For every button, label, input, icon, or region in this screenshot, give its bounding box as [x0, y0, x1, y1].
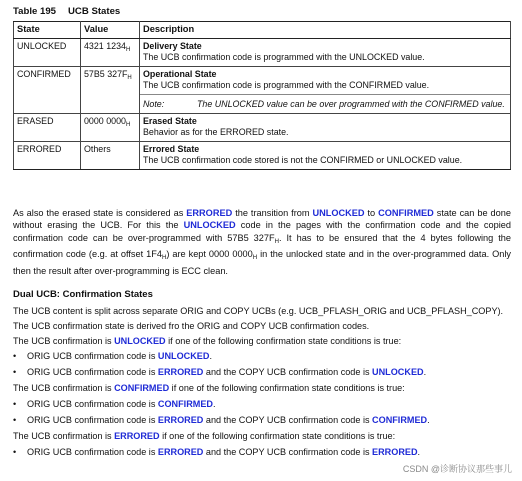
section-heading: Dual UCB: Confirmation States: [13, 289, 153, 300]
bullet-item: • ORIG UCB confirmation code is ERRORED and the COPY UCB confirmation code is UNLOCKED.: [13, 367, 427, 377]
table-title: UCB States: [68, 6, 121, 17]
table-row: [14, 113, 511, 141]
description-text: The UCB confirmation code is programmed with the UNLOCKED value.: [143, 52, 425, 63]
state-cell: ERASED: [14, 113, 81, 141]
table-row: [14, 141, 511, 169]
intro-line: The UCB content is split across separate ORIG and COPY UCBs (e.g. UCB_PFLASH_ORIG and UCB_PFLASH_COPY).: [13, 306, 504, 316]
condition-unlocked-heading: The UCB confirmation is UNLOCKED if one of the following confirmation state conditions is true:: [13, 336, 402, 346]
description-text: The UCB confirmation code stored is not the CONFIRMED or UNLOCKED value.: [143, 155, 463, 166]
table-caption: [13, 6, 120, 17]
state-cell: CONFIRMED: [14, 66, 81, 113]
description-cell: [140, 141, 511, 169]
state-cell: UNLOCKED: [14, 38, 81, 66]
description-cell: [140, 66, 511, 113]
table-number: Table 195: [13, 6, 57, 17]
note: [143, 99, 507, 111]
header-value: Value: [81, 22, 140, 39]
header-state: State: [14, 22, 81, 39]
note-text: The UNLOCKED value can be over programmed with the CONFIRMED value.: [197, 98, 505, 109]
bullet-item: • ORIG UCB confirmation code is ERRORED and the COPY UCB confirmation code is CONFIRMED.: [13, 415, 430, 425]
paragraph-erased-transition: As also the erased state is considered as ERRORED the transition from UNLOCKED to CONFIRMED state can be done without erasing the UCB. For this the UNLOCKED code in the pages with the confirmation code and the copied confirmation code can be over-programmed with 57B5 $327F_H$. It has to be ensured that the 4 bytes following the confirmation code (e.g. at offset $1F4_H$) are kept 0000 $0000_H$ in the unlocked state and in the over-programmed data. Only then the result after over-programming is ECC clean.: [13, 208, 511, 276]
condition-errored-heading: The UCB confirmation is ERRORED if one of the following confirmation state conditions is true:: [13, 431, 396, 441]
bullet-item: • ORIG UCB confirmation code is ERRORED and the COPY UCB confirmation code is ERRORED.: [13, 447, 421, 457]
description-title: Delivery State: [143, 40, 202, 51]
description-title: Operational State: [143, 68, 217, 79]
description-cell: [140, 113, 511, 141]
description-title: Erased State: [143, 115, 197, 126]
note-separator: [140, 94, 510, 95]
value-cell: Others: [81, 141, 140, 169]
note-label: Note:: [143, 98, 165, 109]
value-cell: 0000 $0000_H$: [81, 113, 140, 141]
bullet-item: • ORIG UCB confirmation code is CONFIRMED.: [13, 399, 216, 409]
table-header-row: [14, 22, 511, 39]
bullet-item: • ORIG UCB confirmation code is UNLOCKED.: [13, 351, 212, 361]
header-description: Description: [140, 22, 511, 39]
table-row: [14, 66, 511, 113]
state-cell: ERRORED: [14, 141, 81, 169]
watermark: CSDN @诊断协议那些事儿: [402, 464, 512, 474]
table-row: [14, 38, 511, 66]
description-cell: [140, 38, 511, 66]
intro-line: The UCB confirmation state is derived fro the ORIG and COPY UCB confirmation codes.: [13, 321, 370, 331]
ucb-states-table: [13, 21, 511, 170]
value-cell: 4321 $1234_H$: [81, 38, 140, 66]
condition-confirmed-heading: The UCB confirmation is CONFIRMED if one of the following confirmation state conditions is true:: [13, 383, 405, 393]
description-text: The UCB confirmation code is programmed with the CONFIRMED value.: [143, 80, 430, 91]
description-title: Errored State: [143, 143, 200, 154]
description-text: Behavior as for the ERRORED state.: [143, 127, 289, 138]
value-cell: 57B5 $327F_H$: [81, 66, 140, 113]
